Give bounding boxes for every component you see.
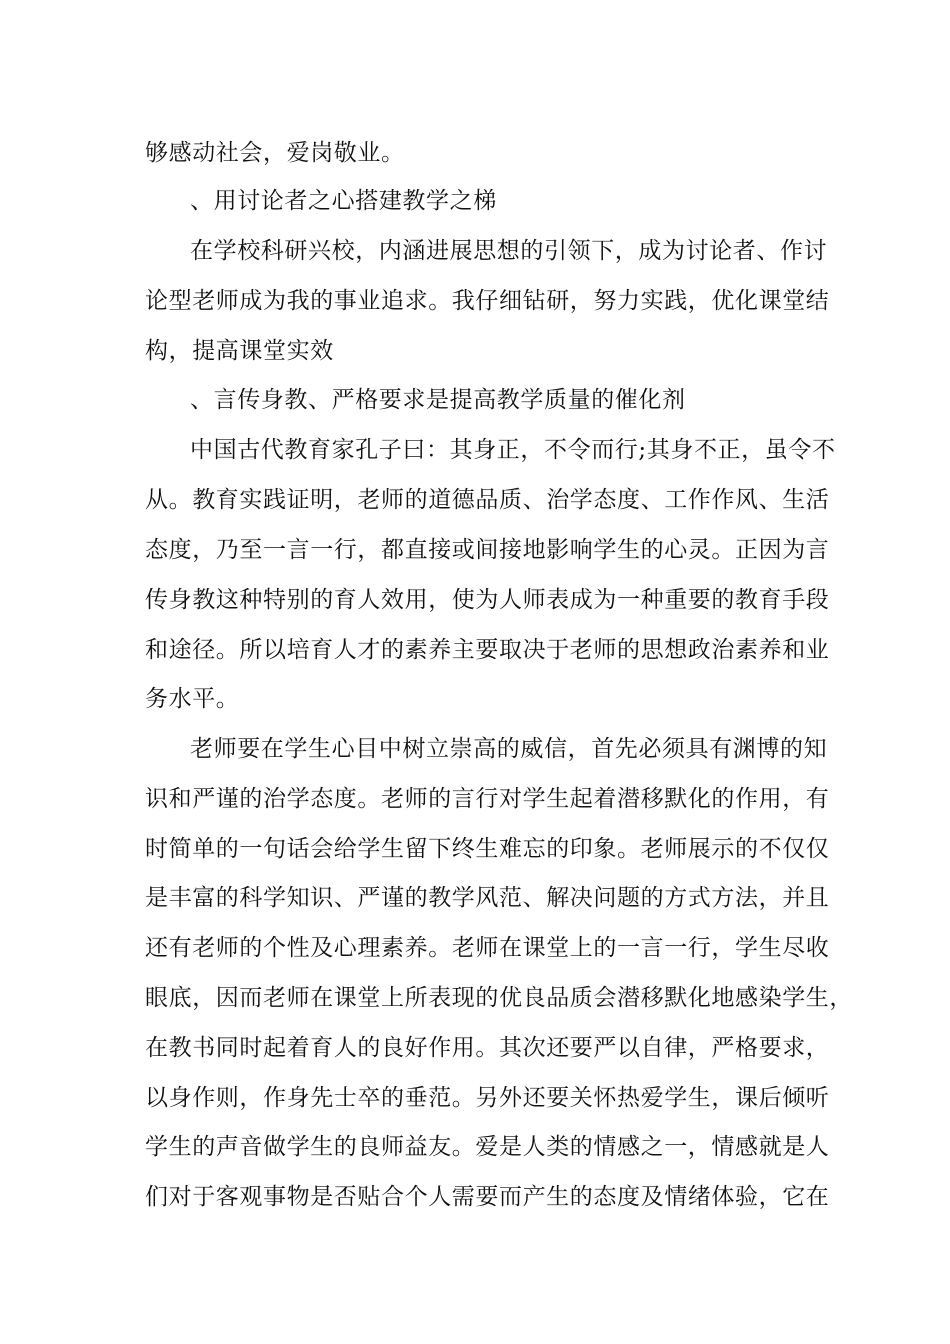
- text-line: 务水平。: [145, 686, 240, 712]
- text-line: 和途径。所以培育人才的素养主要取决于老师的思想政治素养和业: [145, 637, 830, 663]
- text-line: 中国古代教育家孔子曰：其身正，不令而行;其身不正，虽令不: [190, 437, 836, 463]
- text-line: 识和严谨的治学态度。老师的言行对学生起着潜移默化的作用，有: [145, 786, 830, 812]
- text-line: 构，提高课堂实效: [145, 338, 334, 364]
- section-heading: 、用讨论者之心搭建教学之梯: [190, 188, 497, 214]
- section-heading: 、言传身教、严格要求是提高教学质量的催化剂: [190, 387, 686, 413]
- text-line: 学生的声音做学生的良师益友。爱是人类的情感之一，情感就是人: [145, 1134, 830, 1160]
- text-line: 们对于客观事物是否贴合个人需要而产生的态度及情绪体验，它在: [145, 1184, 830, 1210]
- text-line: 老师要在学生心目中树立崇高的威信，首先必须具有渊博的知: [190, 736, 828, 762]
- text-line: 态度，乃至一言一行，都直接或间接地影响学生的心灵。正因为言: [145, 537, 830, 563]
- text-line: 还有老师的个性及心理素养。老师在课堂上的一言一行，学生尽收: [145, 935, 830, 961]
- text-line: 传身教这种特别的育人效用，使为人师表成为一种重要的教育手段: [145, 587, 830, 613]
- text-line: 眼底，因而老师在课堂上所表现的优良品质会潜移默化地感染学生，: [145, 985, 853, 1011]
- text-line: 从。教育实践证明，老师的道德品质、治学态度、工作作风、生活: [145, 487, 830, 513]
- text-line: 在学校科研兴校，内涵进展思想的引领下，成为讨论者、作讨: [190, 238, 828, 264]
- text-line: 以身作则，作身先士卒的垂范。另外还要关怀热爱学生，课后倾听: [145, 1085, 830, 1111]
- text-line: 是丰富的科学知识、严谨的教学风范、解决问题的方式方法，并且: [145, 885, 830, 911]
- text-line: 时简单的一句话会给学生留下终生难忘的印象。老师展示的不仅仅: [145, 836, 830, 862]
- text-line: 论型老师成为我的事业追求。我仔细钻研，努力实践，优化课堂结: [145, 288, 830, 314]
- text-line: 够感动社会，爱岗敬业。: [145, 140, 405, 166]
- text-line: 在教书同时起着育人的良好作用。其次还要严以自律，严格要求，: [145, 1035, 830, 1061]
